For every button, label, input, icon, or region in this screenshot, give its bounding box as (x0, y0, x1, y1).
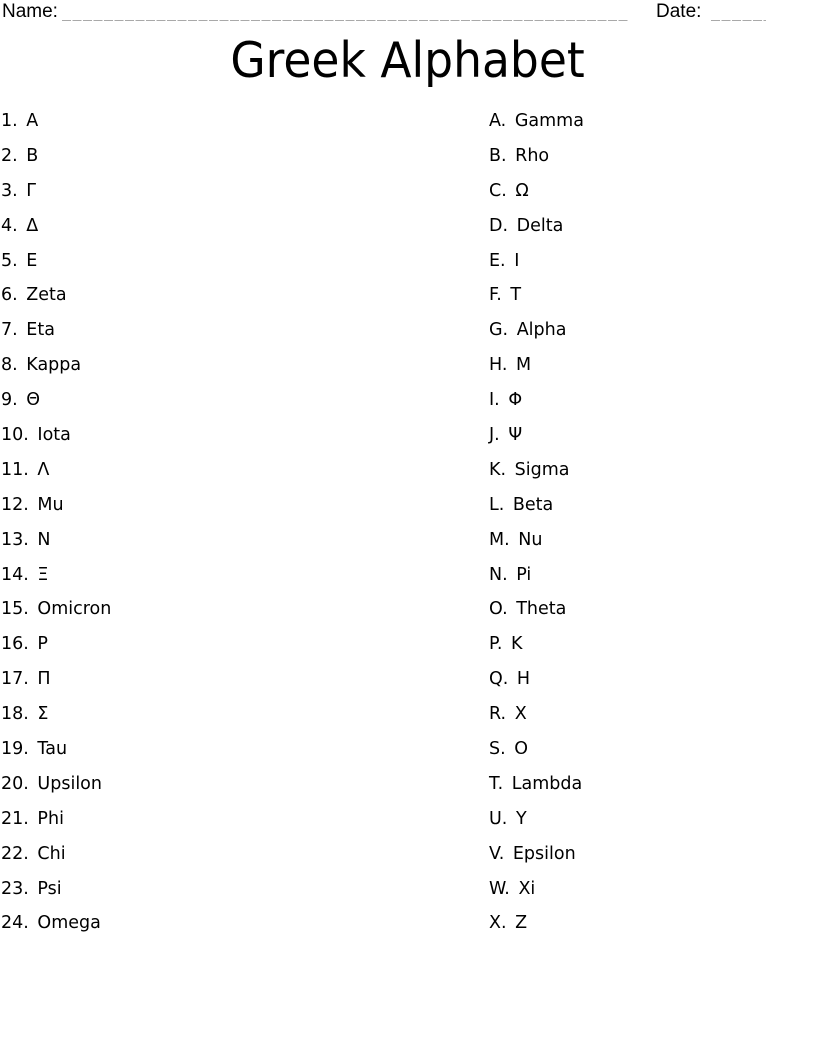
answer-text: Ζ (515, 913, 528, 934)
answer-row (489, 627, 815, 662)
answer-row (489, 104, 815, 139)
name-label: Name: (2, 1, 58, 22)
question-row (1, 592, 481, 627)
question-number: 17. (1, 669, 29, 690)
question-number: 20. (1, 773, 29, 794)
answer-row (489, 383, 815, 418)
question-number: 1. (1, 111, 18, 131)
question-row (1, 523, 481, 558)
question-number: 19. (1, 739, 29, 760)
question-text: Tau (37, 739, 68, 760)
answer-letter: D. (489, 215, 509, 236)
answer-row (489, 767, 815, 802)
answer-text: Ι (514, 250, 520, 271)
answer-text: Nu (518, 529, 543, 550)
answer-row (489, 802, 815, 837)
question-number: 16. (1, 634, 29, 655)
answer-text: Gamma (514, 111, 584, 131)
question-row (1, 174, 481, 209)
title-container (0, 31, 816, 93)
question-number: 23. (1, 878, 29, 899)
question-text: Zeta (26, 285, 67, 306)
question-number: 18. (1, 704, 29, 725)
question-number: 2. (1, 145, 18, 166)
answer-text: Φ (508, 390, 523, 411)
answer-text: Xi (518, 878, 536, 899)
question-text: Kappa (26, 355, 82, 376)
answer-row (489, 488, 815, 523)
answer-letter: F. (489, 285, 502, 306)
answer-row (489, 523, 815, 558)
answer-letter: O. (489, 599, 508, 620)
question-row (1, 767, 481, 802)
question-row (1, 837, 481, 872)
question-number: 11. (1, 459, 29, 480)
answer-text: Theta (516, 599, 567, 620)
answer-row (489, 174, 815, 209)
date-label: Date: (656, 1, 702, 22)
question-number: 4. (1, 215, 18, 236)
question-text: Θ (26, 390, 41, 411)
question-row (1, 418, 481, 453)
answer-text: Τ (510, 285, 522, 306)
question-row (1, 139, 481, 174)
answer-text: Lambda (511, 773, 583, 794)
question-row (1, 453, 481, 488)
answer-row (489, 732, 815, 767)
question-text: Ρ (37, 634, 48, 655)
answer-letter: L. (489, 494, 505, 515)
answer-text: Epsilon (512, 843, 576, 864)
answer-row (489, 906, 815, 941)
answer-letter: Q. (489, 669, 509, 690)
question-row (1, 244, 481, 279)
question-row (1, 906, 481, 941)
question-number: 6. (1, 285, 18, 306)
answer-text: Delta (516, 215, 564, 236)
question-text: Γ (26, 180, 37, 201)
answer-letter: M. (489, 529, 510, 550)
answer-letter: G. (489, 320, 509, 341)
question-text: Ξ (37, 564, 49, 585)
name-blank-line (62, 20, 628, 22)
answer-text: Μ (516, 355, 532, 376)
answer-letter: S. (489, 739, 506, 760)
question-row (1, 697, 481, 732)
question-number: 3. (1, 180, 18, 201)
answer-letter: B. (489, 145, 507, 166)
question-row (1, 732, 481, 767)
answer-row (489, 662, 815, 697)
answer-row (489, 348, 815, 383)
answer-letter: U. (489, 808, 508, 829)
answer-letter: A. (489, 111, 507, 131)
question-number: 22. (1, 843, 29, 864)
question-row (1, 209, 481, 244)
answer-letter: X. (489, 913, 507, 934)
question-text: Omicron (37, 599, 112, 620)
question-row (1, 313, 481, 348)
question-text: Β (26, 145, 39, 166)
question-number: 13. (1, 529, 29, 550)
answer-text: Ω (515, 180, 529, 201)
question-number: 8. (1, 355, 18, 376)
question-row (1, 488, 481, 523)
answer-letter: P. (489, 634, 503, 655)
answer-row (489, 872, 815, 907)
question-number: 24. (1, 913, 29, 934)
answer-letter: I. (489, 390, 500, 411)
answer-row (489, 453, 815, 488)
answer-text: Υ (515, 808, 527, 829)
question-row (1, 278, 481, 313)
page-title: Greek Alphabet (230, 32, 586, 89)
question-number: 15. (1, 599, 29, 620)
answer-letter: K. (489, 459, 507, 480)
question-row (1, 872, 481, 907)
question-text: Π (37, 669, 51, 690)
answer-text: Rho (515, 145, 550, 166)
answer-row (489, 139, 815, 174)
answer-letter: V. (489, 843, 505, 864)
date-blank-line (711, 20, 766, 22)
answer-row (489, 313, 815, 348)
question-number: 12. (1, 494, 29, 515)
question-text: Ε (26, 250, 38, 271)
question-number: 9. (1, 390, 18, 411)
question-text: Psi (37, 878, 62, 899)
answer-row (489, 278, 815, 313)
answer-letter: H. (489, 355, 508, 376)
answer-row (489, 244, 815, 279)
question-text: Λ (37, 459, 50, 480)
answer-letter: W. (489, 878, 510, 899)
question-row (1, 662, 481, 697)
answer-text: Η (516, 669, 531, 690)
answer-text: Κ (510, 634, 523, 655)
answer-text: Ψ (508, 425, 523, 446)
question-row (1, 627, 481, 662)
answer-letter: E. (489, 250, 506, 271)
answers-column (489, 104, 815, 941)
answer-text: Χ (514, 704, 527, 725)
question-number: 7. (1, 320, 18, 341)
question-text: Phi (37, 808, 64, 829)
question-row (1, 104, 481, 139)
question-text: Omega (37, 913, 101, 934)
answer-row (489, 697, 815, 732)
answer-row (489, 592, 815, 627)
answer-text: Beta (512, 494, 554, 515)
question-row (1, 558, 481, 593)
answer-letter: T. (489, 773, 504, 794)
question-text: Iota (37, 425, 71, 446)
answer-row (489, 558, 815, 593)
answer-letter: C. (489, 180, 507, 201)
question-row (1, 802, 481, 837)
question-text: Ν (37, 529, 51, 550)
answer-letter: R. (489, 704, 507, 725)
question-text: Α (26, 111, 39, 131)
answer-text: Alpha (516, 320, 567, 341)
answer-letter: J. (489, 425, 500, 446)
question-text: Δ (26, 215, 39, 236)
answer-text: Ο (514, 739, 529, 760)
answer-row (489, 209, 815, 244)
answer-text: Pi (516, 564, 532, 585)
question-number: 5. (1, 250, 18, 271)
question-text: Mu (37, 494, 64, 515)
question-text: Chi (37, 843, 66, 864)
question-number: 21. (1, 808, 29, 829)
answer-row (489, 837, 815, 872)
question-row (1, 348, 481, 383)
questions-column (1, 104, 481, 941)
question-row (1, 383, 481, 418)
question-text: Σ (37, 704, 49, 725)
question-text: Upsilon (37, 773, 102, 794)
answer-text: Sigma (514, 459, 570, 480)
question-number: 14. (1, 564, 29, 585)
answer-letter: N. (489, 564, 508, 585)
answer-row (489, 418, 815, 453)
question-number: 10. (1, 425, 29, 446)
question-text: Eta (26, 320, 55, 341)
